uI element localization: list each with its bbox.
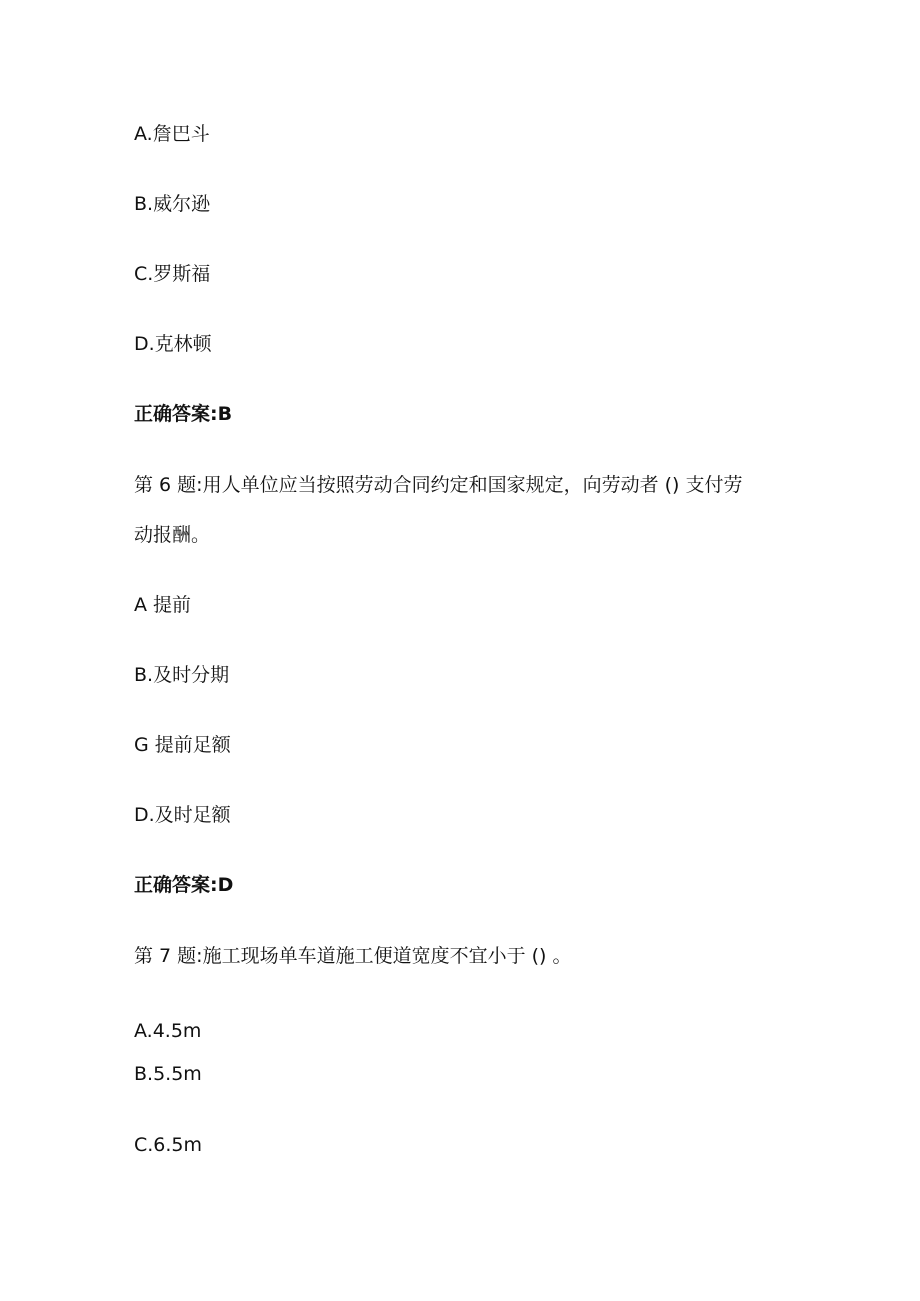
q5-option-c: C.罗斯福 (134, 263, 211, 285)
q6-option-b: B.及时分期 (134, 664, 230, 686)
q6-option-c: G 提前足额 (134, 734, 231, 756)
q6-question-line2: 动报酬。 (134, 524, 211, 546)
q7-option-b: B.5.5m (134, 1063, 202, 1085)
q7-option-a: A.4.5m (134, 1020, 202, 1042)
q5-answer: 正确答案:B (134, 403, 233, 425)
q5-option-a: A.詹巴斗 (134, 123, 210, 145)
q5-option-d: D.克林顿 (134, 333, 212, 355)
q5-option-b: B.威尔逊 (134, 193, 211, 215)
q6-answer: 正确答案:D (134, 874, 234, 896)
q7-option-c: C.6.5m (134, 1134, 203, 1156)
q6-option-a: A 提前 (134, 594, 192, 616)
q6-question-line1: 第 6 题:用人单位应当按照劳动合同约定和国家规定，向劳动者 () 支付劳 (134, 474, 743, 496)
q6-option-d: D.及时足额 (134, 804, 231, 826)
q7-question: 第 7 题:施工现场单车道施工便道宽度不宜小于 () 。 (134, 945, 572, 967)
